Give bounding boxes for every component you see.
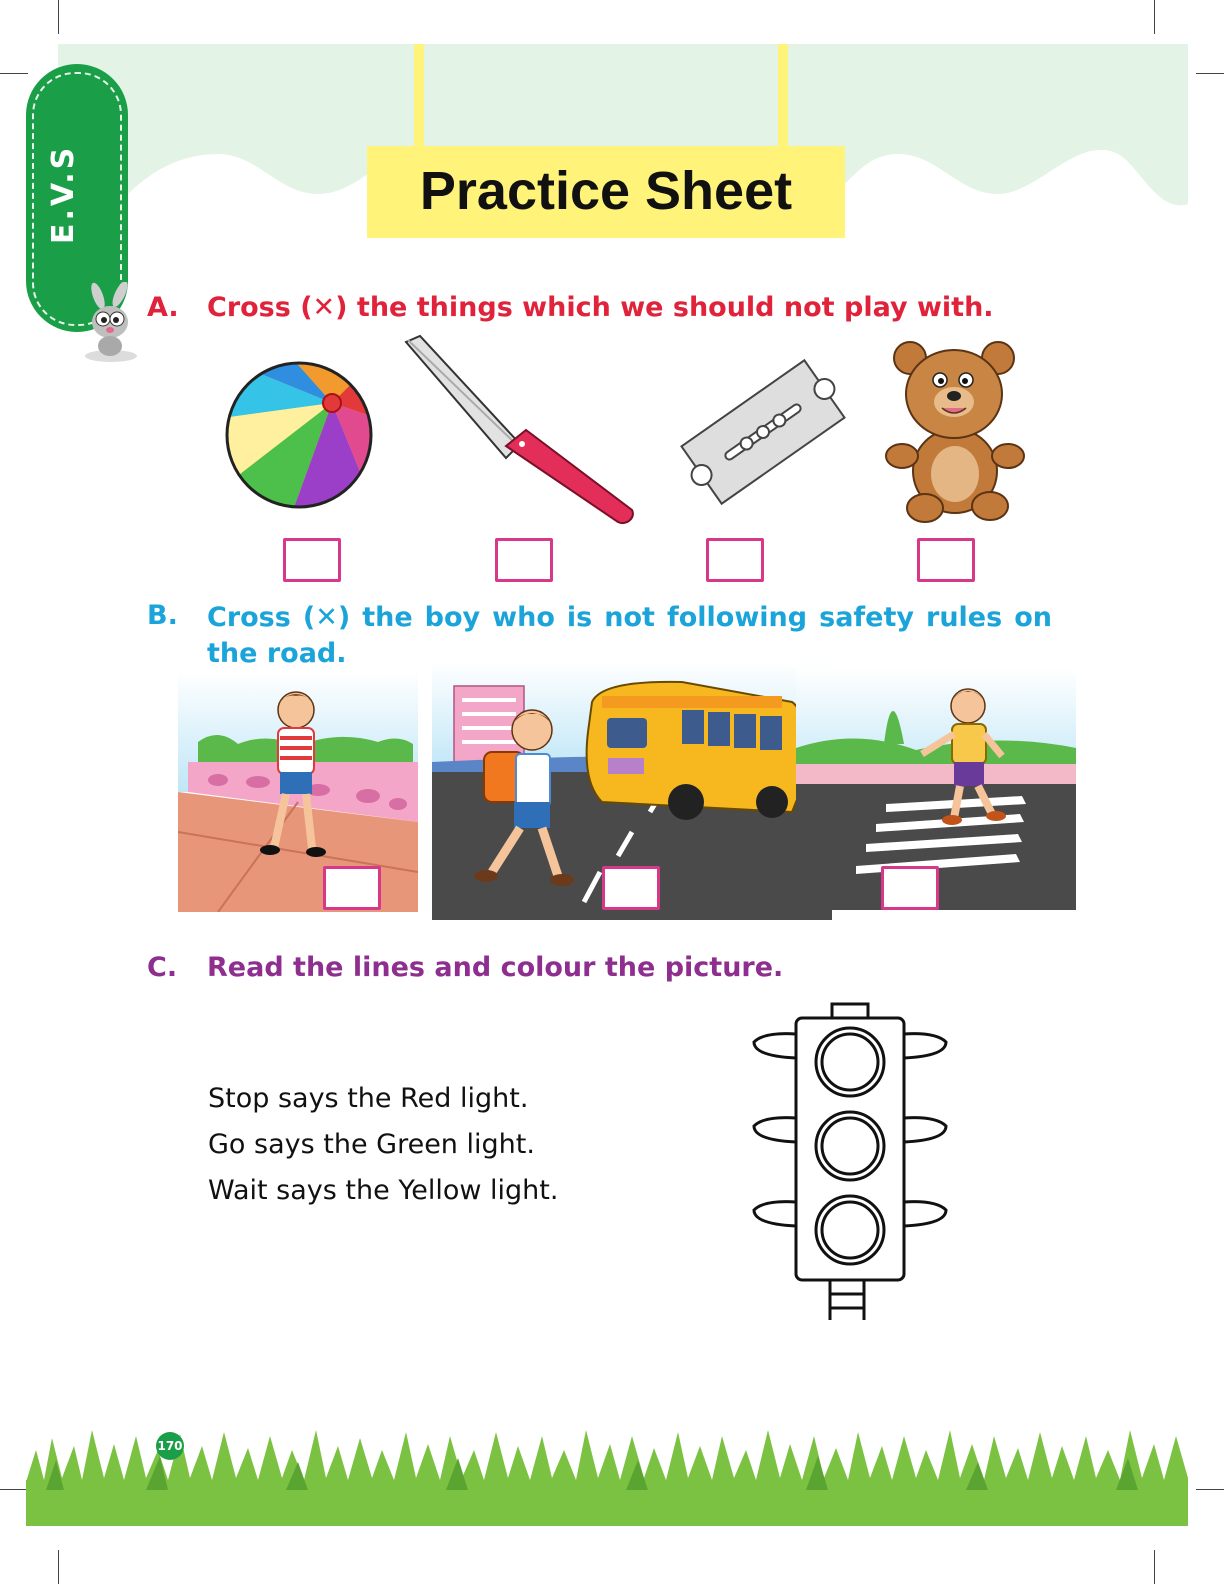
section-a-instruction: Cross (✕) the things which we should not play with.	[207, 292, 994, 323]
page-number: 170	[156, 1432, 184, 1460]
teddy-bear-icon	[880, 336, 1030, 526]
section-b-letter: B.	[147, 600, 178, 631]
poem-line: Go says the Green light.	[208, 1129, 535, 1160]
poem-line: Stop says the Red light.	[208, 1083, 529, 1114]
section-a-checkbox-knife[interactable]	[495, 538, 553, 582]
scene-boy-on-footpath	[178, 672, 418, 912]
section-a-letter: A.	[147, 292, 179, 323]
section-a-checkbox-ball[interactable]	[283, 538, 341, 582]
rabbit-mascot-icon	[76, 282, 146, 364]
razor-blade-icon	[668, 342, 858, 522]
section-b-checkbox-zebra-crossing[interactable]	[881, 866, 939, 910]
grass-footer	[26, 1420, 1188, 1526]
ball-icon	[222, 358, 377, 513]
knife-icon	[400, 334, 640, 530]
section-c-instruction: Read the lines and colour the picture.	[207, 952, 784, 983]
poem-line: Wait says the Yellow light.	[208, 1175, 559, 1206]
crop-mark	[58, 1550, 59, 1584]
crop-mark	[0, 73, 28, 74]
crop-mark	[1154, 1550, 1155, 1584]
poem	[208, 1076, 558, 1214]
traffic-light-icon[interactable]	[744, 998, 956, 1322]
subject-tab-label: E.V.S	[46, 144, 81, 244]
section-c-letter: C.	[147, 952, 178, 983]
crop-mark	[1196, 73, 1224, 74]
section-a-checkbox-teddy-bear[interactable]	[917, 538, 975, 582]
section-a-checkbox-razor-blade[interactable]	[706, 538, 764, 582]
crop-mark	[0, 1489, 28, 1490]
page-title: Practice Sheet	[419, 161, 793, 221]
crop-mark	[58, 0, 59, 34]
title-banner	[367, 146, 845, 238]
crop-mark	[1154, 0, 1155, 34]
section-b-instruction: Cross (✕) the boy who is not following safety rules on the road.	[207, 602, 1052, 669]
section-b-checkbox-footpath[interactable]	[323, 866, 381, 910]
section-b-checkbox-behind-bus[interactable]	[602, 866, 660, 910]
crop-mark	[1196, 1489, 1224, 1490]
